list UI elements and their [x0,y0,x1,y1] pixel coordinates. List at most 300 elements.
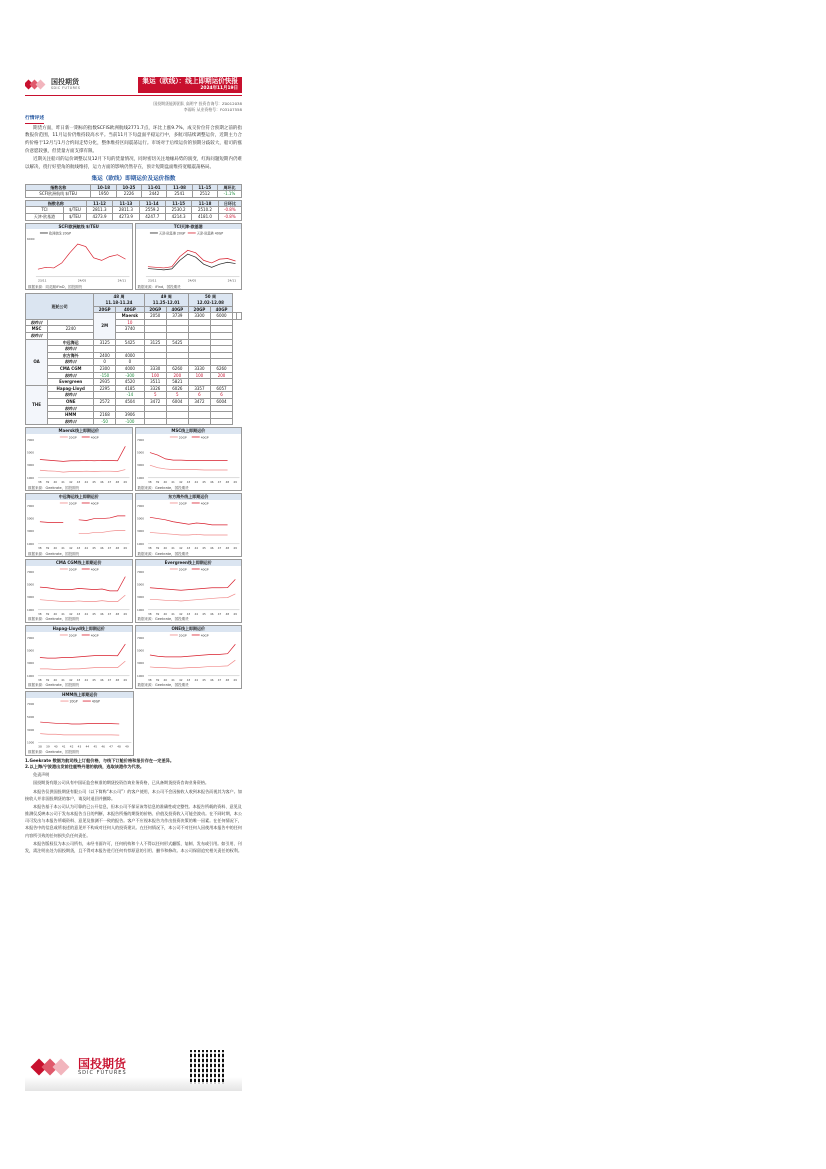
footer-logo-icon [33,1058,75,1076]
cell: 3740 [116,326,145,333]
cell: 2811.3 [86,207,112,214]
carrier-name: 较昨日 [48,392,94,399]
x-tick: 41 [170,611,175,616]
col-header: 10-18 [91,184,116,191]
carrier-name: 较昨日 [48,346,94,353]
x-tick: 45 [92,677,96,682]
series-line [149,660,234,668]
cell [210,359,232,366]
chart-title: 中远海运线上即期运价 [26,494,132,500]
chart-plot [26,229,132,285]
y-tick: 1000 [136,541,144,546]
x-tick: 47 [107,677,112,682]
cell [210,339,232,346]
cell: 4520 [116,379,145,386]
series-line [149,644,234,657]
x-tick: 40 [162,677,167,682]
cell: 6260 [210,366,232,373]
x-tick: 38 [37,545,42,550]
x-tick: 38 [37,677,42,682]
cell [144,352,166,359]
x-tick: 43 [186,545,190,550]
col-header: 11-13 [113,200,139,207]
chart-plot [136,500,242,552]
x-tick: 43 [186,611,190,616]
y-tick: 7000 [136,437,144,442]
cell [210,405,232,412]
y-tick: 1000 [27,475,35,480]
x-tick: 47 [217,677,221,682]
cell: 6004 [210,398,232,405]
cell: -300 [116,372,145,379]
carrier-name: MSC [26,326,48,333]
table-row [26,346,242,353]
cell [188,379,210,386]
cell: 3330 [188,366,210,373]
table-row [26,207,242,214]
carrier-name: HMM [48,412,94,419]
chart-source: 数据来源：Geekrate，国投期货 [137,683,189,688]
cell [144,319,166,326]
alliance: OA [26,339,48,385]
x-tick: 49 [123,677,127,682]
legend-label: 欧洲航线 20GP [48,231,72,236]
chart-title: 东方海外线上即期运价 [136,494,242,500]
y-tick: 7000 [27,635,35,640]
cell [144,418,166,425]
x-tick: 45 [92,545,96,550]
chart-plot [26,566,132,618]
carrier-name: Hapag-Lloyd [48,385,94,392]
x-tick: 40 [53,611,58,616]
legend-label: 20GP [178,632,187,637]
table-row [26,352,242,359]
cell: 3125 [144,339,166,346]
col-header: 11-15 [165,200,191,207]
legend-label: 40GP [200,632,209,637]
y-tick: 3000 [136,463,144,468]
cell [188,346,210,353]
cell [237,313,242,320]
cell [210,352,232,359]
note: 1.Geekrate 数据为航司线上订舱价格，与线下订舱价格和报价存在一定差异。 [25,757,175,763]
carrier-name: 东方海外 [48,352,94,359]
week-label: 48 周 [113,294,125,300]
size-header: 40GP [210,306,232,313]
chart-source: 数据来源：同花顺iFinD，国投期货 [28,284,83,289]
x-tick: 49 [232,545,237,550]
cell: -150 [94,372,116,379]
x-tick: 23/11 [37,278,47,283]
chart-plot [26,500,132,552]
x-tick: 24/05 [77,278,87,283]
x-tick: 24/05 [187,278,196,283]
x-tick: 47 [217,479,221,484]
legend-label: 20GP [178,435,187,440]
y-tick: 3000 [27,727,35,732]
report-header [25,75,242,96]
x-tick: 43 [76,545,81,550]
x-tick: 44 [84,545,89,550]
cell: 100 [144,372,166,379]
y-tick: 1000 [27,740,35,745]
x-tick: 46 [209,677,214,682]
x-tick: 40 [53,744,58,749]
cell [144,359,166,366]
x-tick: 45 [201,611,206,616]
col-header: 指数名称 [26,184,91,191]
cell [188,352,210,359]
x-tick: 41 [170,479,175,484]
cell: 6000 [210,313,232,320]
cell [166,359,188,366]
x-tick: 48 [225,545,229,550]
week-label: 49 周 [160,294,172,300]
cell [166,418,188,425]
cell: 4000 [116,352,145,359]
cell: 3472 [144,398,166,405]
analysts [25,101,242,113]
col-header: 11-14 [139,200,165,207]
x-tick: 48 [225,611,229,616]
cell [48,333,94,340]
x-tick: 42 [178,611,183,616]
x-tick: 42 [68,545,73,550]
legend-label: 40GP [90,566,99,571]
series-line [149,532,227,535]
chart-title: HMM线上即期运价 [26,692,133,698]
x-tick: 48 [115,611,120,616]
series-line [149,517,227,525]
table-row [26,379,242,386]
chart-plot [26,698,133,751]
x-tick: 38 [147,611,151,616]
size-header: 20GP [144,306,166,313]
y-tick: 5000 [27,582,35,587]
chart-source: 数据来源：Geekrate，国投期货 [28,750,80,755]
chart-title: SCFI欧洲航线 $/TEU [26,224,132,230]
x-tick: 45 [201,677,206,682]
y-tick: 1000 [27,541,35,546]
x-tick: 41 [61,479,65,484]
chart-source: 数据来源：Geekrate，国投期货 [137,551,189,556]
logo-icon [25,80,49,90]
legend-label: 40GP [200,566,209,571]
footer-logo-cn: 国投期货 [78,1057,127,1071]
chart-source: 数据来源：Geekrate，国投期货 [137,485,189,490]
carrier-name: Evergreen [48,379,94,386]
chart-title: Evergreen线上即期运价 [136,560,242,566]
cell: 2240 [48,326,94,333]
series-line [40,661,125,669]
x-tick: 40 [162,479,167,484]
cell [144,346,166,353]
y-tick: 3000 [27,529,35,534]
cell: -1.1% [217,191,241,198]
legend-label: 20GP [68,566,77,571]
cell [188,359,210,366]
x-tick: 46 [100,479,104,484]
carrier-name: 较昨日 [26,333,48,340]
chart-row [25,559,242,623]
legend-label: 天津-欧基港 40GP [196,231,223,236]
x-tick: 46 [100,611,104,616]
x-tick: 48 [225,479,229,484]
carrier-name: 较昨日 [48,359,94,366]
series-line [79,530,126,533]
x-tick: 40 [53,479,58,484]
paragraph: 期货方面，昨日新一期标的指数SCFIS欧洲航线2771.7点，环比上涨9.7%，成交价位符合预期之前的指数报价范围，11月运价仍维持较高水平。当前11月下旬盘面平稳运行中，多航司陆续调整运价，近期主力合约价格于12月与1月合约间走势分化，整体维持区间震荡运行。市场对于后续运价的预期分歧较大，船司的涨价意愿较强，但货量方面支撑有限。 [25,125,242,154]
x-tick: 45 [201,545,206,550]
chart-plot [136,566,242,618]
chart-source: 数据来源：Geekrate，国投期货 [137,617,189,622]
carrier-name: 较昨日 [26,319,48,326]
y-tick: 7000 [136,635,144,640]
cell: 2541 [167,191,192,198]
report-date: 2024年11月19日 [200,86,238,92]
carrier-chart [135,493,243,557]
x-tick: 41 [170,545,175,550]
col-header: 10-25 [116,184,141,191]
y-tick: 1000 [136,475,144,480]
note: 2.以上海/宁波港出发前往鹿特丹港的航线，选取该港作为代表。 [25,764,145,770]
x-tick: 47 [107,479,112,484]
cell: -0.8% [218,214,241,221]
table-row [26,405,242,412]
chart-source: 数据来源：Geekrate，国投期货 [28,617,80,622]
series-line [40,595,125,601]
carrier-name: Maersk [116,313,145,320]
carrier-chart [25,493,133,557]
y-tick: 1000 [136,607,144,612]
cell [188,333,210,340]
x-tick: 43 [186,479,190,484]
series-line [38,244,126,269]
cell: $/TEU [63,214,86,221]
week-header [144,294,188,306]
chart-source: 数据来源：Geekrate，国投期货 [28,485,80,490]
col-header: 11-08 [167,184,192,191]
alliance: 2M [94,313,116,339]
y-tick: 7000 [27,569,35,574]
x-tick: 49 [232,479,237,484]
series-line [147,250,235,268]
table-row [26,385,242,392]
table-row [26,398,242,405]
cell: 2572 [94,398,116,405]
index-charts [25,223,242,291]
table-row [26,339,242,346]
table-row [26,359,242,366]
cell: 2559.2 [139,207,165,214]
legend-label: 40GP [90,435,99,440]
carrier-name: 较昨日 [48,418,94,425]
x-tick: 45 [93,744,98,749]
carrier-table [25,293,242,425]
cell [166,412,188,419]
series-line [40,733,119,734]
y-tick: 3000 [27,594,35,599]
disclaimer-title: 免责声明 [33,772,50,778]
x-tick: 38 [147,677,151,682]
col-header: 11-12 [86,200,112,207]
cell: 2935 [94,379,116,386]
section-title: 行情评述 [25,116,44,124]
x-tick: 42 [69,744,74,749]
x-tick: 44 [194,479,198,484]
table-row [26,214,242,221]
cell: 3906 [116,412,145,419]
y-tick: 3000 [136,660,144,665]
cell: 4181.0 [192,214,218,221]
cell: 2530.2 [165,207,191,214]
x-tick: 45 [201,479,206,484]
qr-code-icon [190,1050,224,1084]
series-line [40,576,125,590]
x-tick: 49 [123,479,127,484]
paragraph: 近期关注船司的运价调整以及12月下旬的货量情况，同时密切关注地缘局势的演变，红海问题短期内仍难以解决，绕行好望角的航线维持，运力方面的影响仍然存在，预计短期盘面维持宽幅震荡格局。 [25,157,242,170]
cell: 4273.9 [86,214,112,221]
legend-label: 40GP [91,698,100,703]
cell: 6260 [166,366,188,373]
x-tick: 49 [123,611,127,616]
chart-row [25,625,242,689]
series-line [40,644,125,658]
tci-table [25,200,242,221]
cell [210,412,232,419]
carrier-charts [25,427,242,755]
x-tick: 40 [53,545,58,550]
x-tick: 42 [68,479,73,484]
size-header: 40GP [166,306,188,313]
legend-label: 40GP [200,435,209,440]
x-tick: 49 [232,677,237,682]
footer-inner [25,1043,242,1091]
x-tick: 47 [107,545,112,550]
x-tick: 38 [147,545,151,550]
series-line [40,522,63,523]
cell: 2050 [144,313,166,320]
y-tick: 5000 [136,516,144,521]
cell: 0 [94,359,116,366]
x-tick: 43 [76,611,81,616]
x-tick: 49 [123,545,127,550]
y-tick: 3000 [27,463,35,468]
x-tick: 42 [68,677,73,682]
x-tick: 44 [84,479,89,484]
week-range: 11.18-11.24 [105,300,133,306]
col-header: 指数名称 [26,200,87,207]
cell [210,319,232,326]
series-line [40,470,125,473]
legend-label: 40GP [90,501,99,506]
x-tick: 38 [37,479,42,484]
week-label: 50 周 [204,294,216,300]
footer [25,1043,242,1091]
cell: 2300 [94,366,116,373]
index-chart [25,223,133,291]
series-line [40,722,119,724]
col-header: 周环比 [217,184,241,191]
cell: 3300 [188,313,210,320]
x-tick: 46 [209,479,214,484]
carrier-chart [25,691,134,756]
table-row [26,366,242,373]
x-tick: 46 [209,545,214,550]
x-tick: 47 [107,611,112,616]
cell [210,379,232,386]
x-tick: 44 [194,545,198,550]
size-header: 20GP [188,306,210,313]
cell: 3511 [144,379,166,386]
cell: 2168 [94,412,116,419]
cell [166,405,188,412]
x-tick: 39 [45,677,50,682]
chart-plot [26,434,132,486]
cell: -14 [116,392,145,399]
size-header: 20GP [94,306,116,313]
chart-row [25,691,242,756]
cell: 天津-欧基港 [26,214,64,221]
chart-plot [26,632,132,684]
cell [116,405,145,412]
cell [144,326,166,333]
carrier-name: ONE [48,398,94,405]
table-row [26,412,242,419]
cell [144,333,166,340]
cell: 200 [210,372,232,379]
x-tick: 42 [178,545,183,550]
x-tick: 48 [225,677,229,682]
legend-label: 20GP [68,501,77,506]
x-tick: 38 [147,479,151,484]
cell [210,333,232,340]
cell: 6057 [210,385,232,392]
carrier-chart [135,559,243,623]
x-tick: 40 [53,677,58,682]
cell [188,412,210,419]
table-row [26,333,242,340]
series-line [149,453,227,461]
y-tick: 5000 [27,450,35,455]
title-box [138,77,242,92]
disclaimer-text: 本报告版权仅为本公司所有，未经书面许可，任何机构和个人不得以任何形式翻版、复制、发布或引用。如引用、刊发，需注明出处为国投期货，且不得对本报告进行任何有悖原意的引用、删节和修改。本公司保留追究相关责任的权利。 [25,840,242,853]
x-tick: 45 [92,479,96,484]
cell [94,392,116,399]
legend-label: 20GP [178,566,187,571]
x-tick: 42 [178,677,183,682]
x-tick: 49 [232,611,237,616]
x-tick: 42 [68,611,73,616]
x-tick: 47 [217,545,221,550]
cell: -50 [94,418,116,425]
chart-source: 数据来源：Geekrate，国投期货 [28,551,80,556]
cell: TCI [26,207,64,214]
x-tick: 23/11 [147,278,157,283]
cell [166,346,188,353]
x-tick: 39 [45,479,50,484]
cell: 4273.9 [113,214,139,221]
chart-title: CMA CGM线上即期运价 [26,560,132,566]
col-header: 11-18 [192,200,218,207]
y-tick: 7000 [27,701,35,706]
cell [94,405,116,412]
x-tick: 43 [186,677,190,682]
table-row [26,372,242,379]
cell: 6004 [166,398,188,405]
x-tick: 47 [217,611,221,616]
x-tick: 39 [155,611,159,616]
